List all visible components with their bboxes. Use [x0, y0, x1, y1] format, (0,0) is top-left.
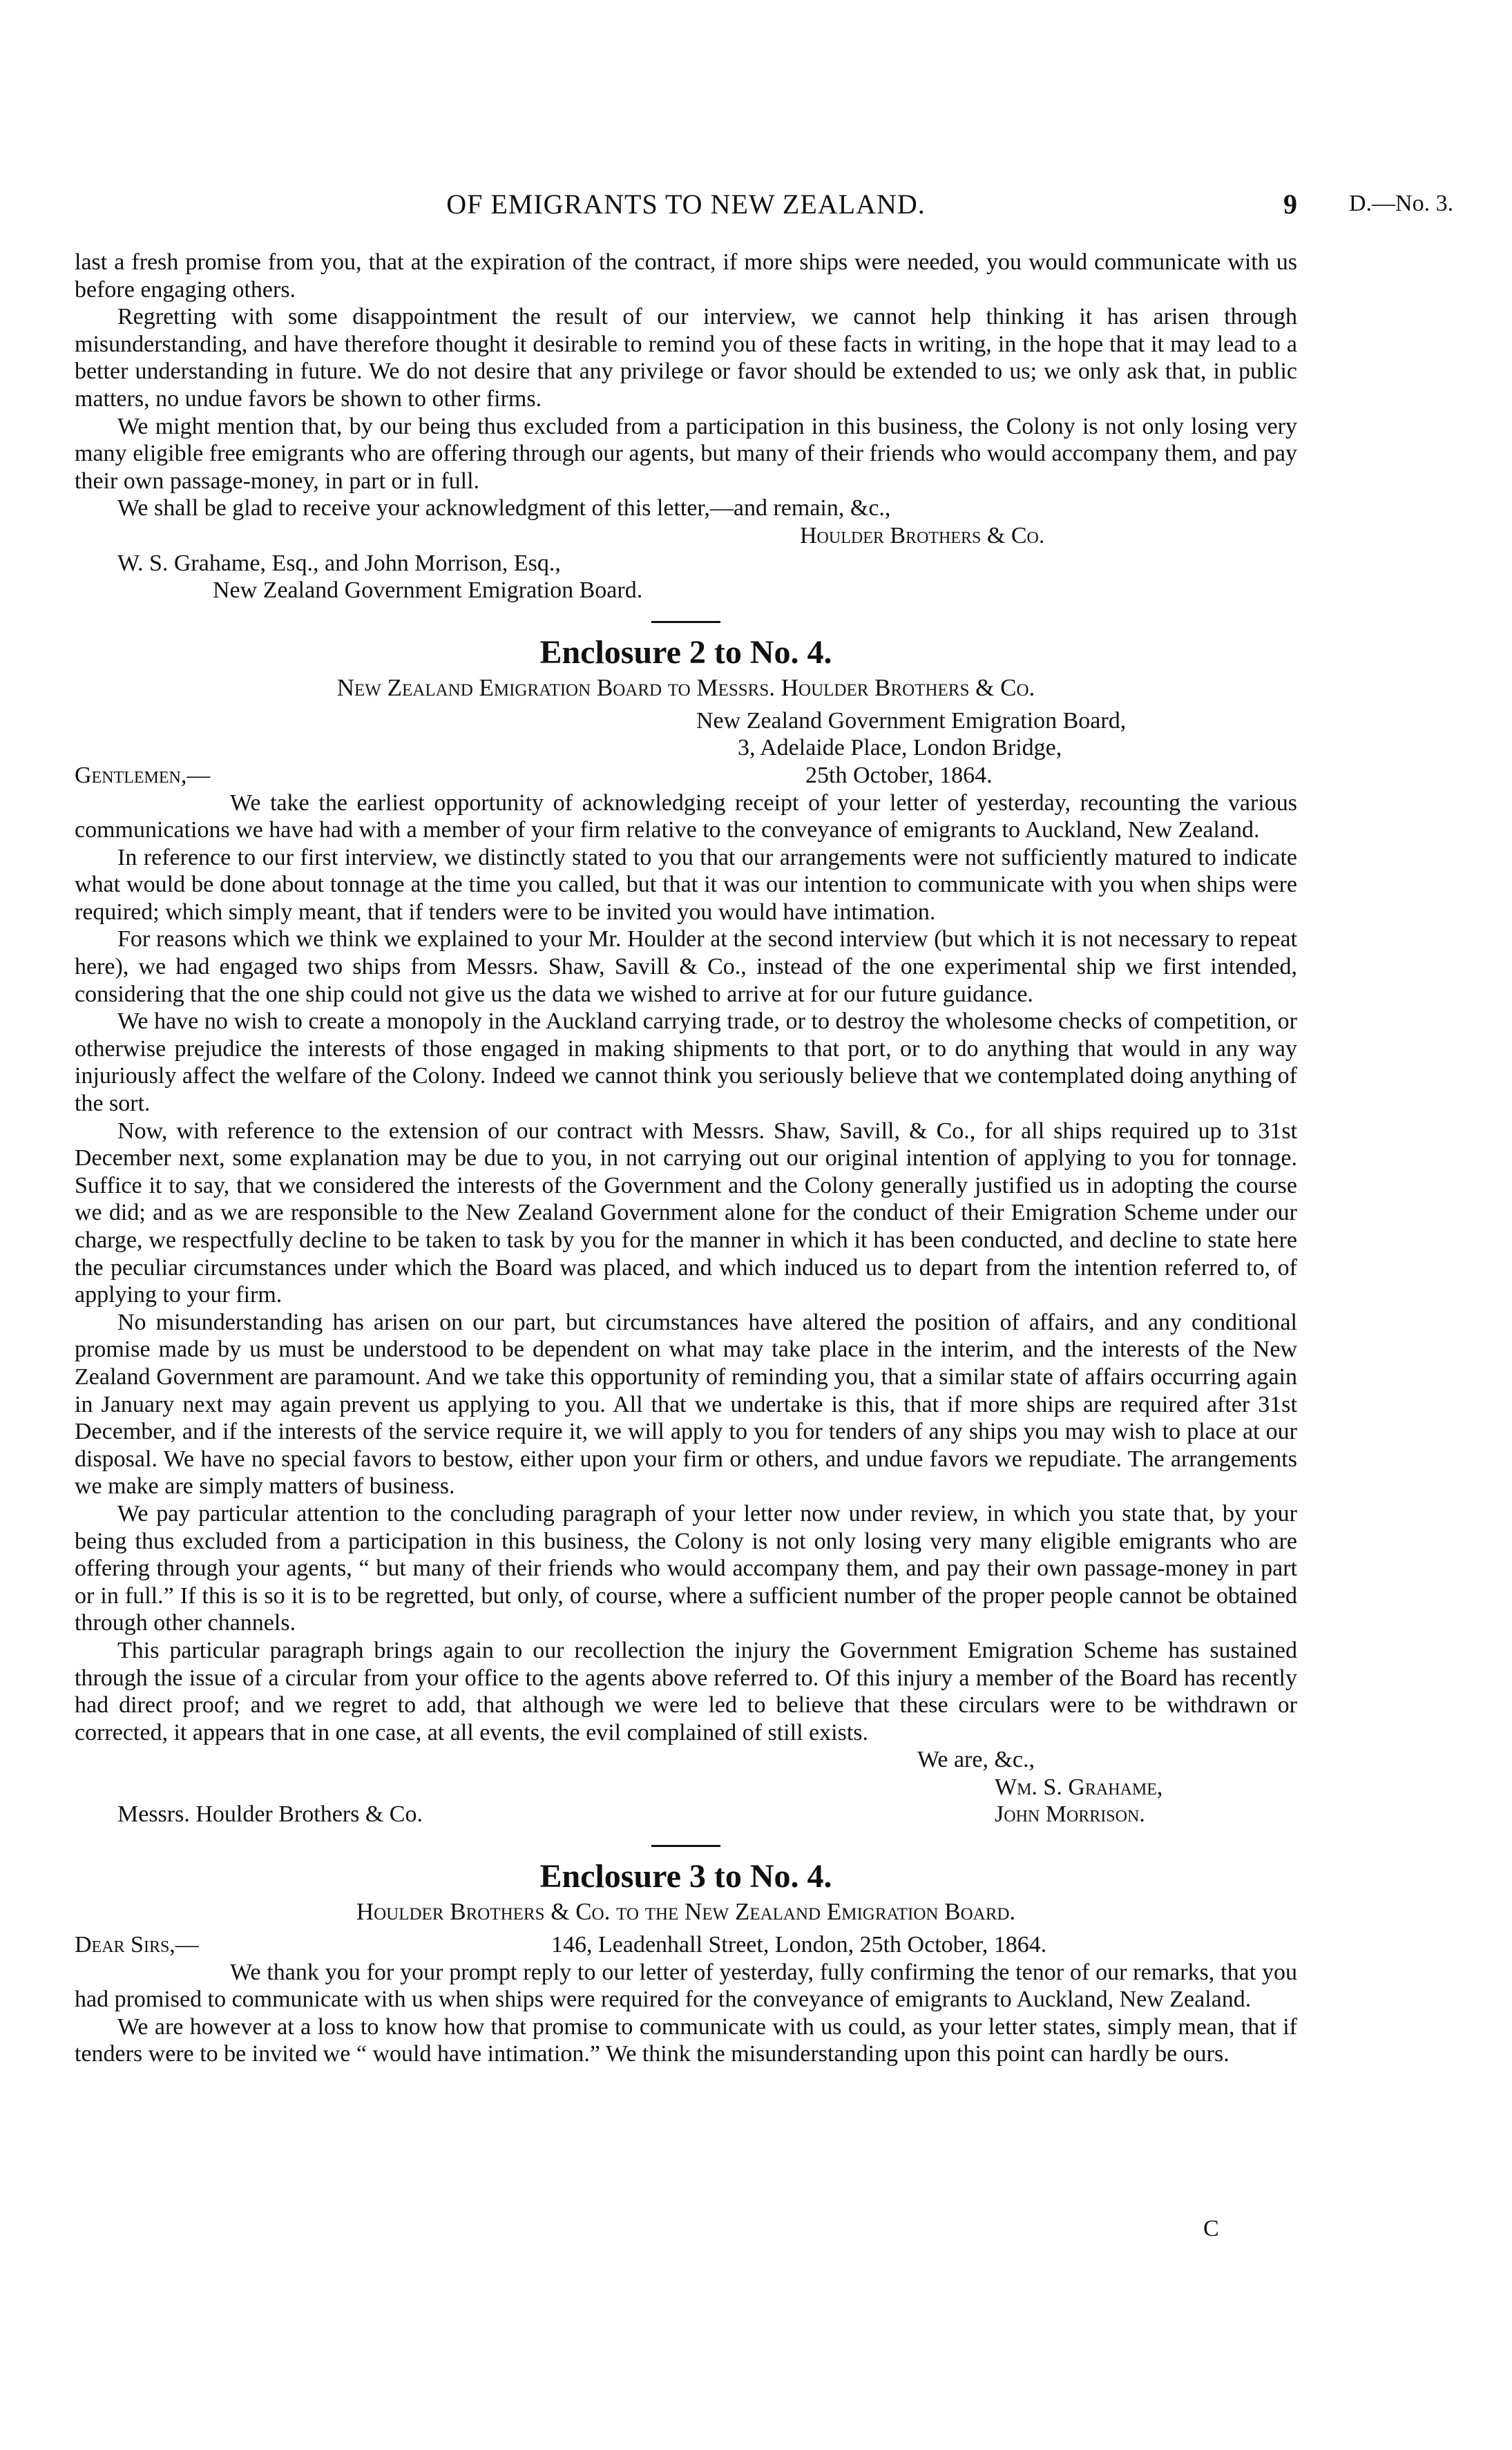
enclosure-subtitle: New Zealand Emigration Board to Messrs. Houlder Brothers & Co.	[336, 673, 1035, 701]
letter-date: 25th October, 1864.	[805, 762, 993, 788]
document-body	[75, 249, 1297, 2068]
salutation-row	[75, 1931, 1297, 1959]
sender-address: 3, Adelaide Place, London Bridge,	[738, 735, 1062, 761]
salutation: Gentlemen,—	[75, 762, 211, 788]
enclosure2-paragraph: This particular paragraph brings again to our recollection the injury the Government Emigration Scheme has sustained through the issue of a circular from your office to the agents above referred to. Of this injury a member of the Board has recently had direct proof; and we regret to add, that although we were led to believe that these circulars were to be withdrawn or corrected, it appears that in one case, at all events, the evil complained of still exists.	[75, 1637, 1297, 1745]
signer: Wm. S. Grahame,	[995, 1774, 1163, 1800]
letter1-paragraph: Regretting with some disappointment the result of our interview, we cannot help thinking it has arisen through misunderstanding, and have therefore thought it desirable to remind you of these facts in writing, in the hope that it may lead to a better understanding in future. We do not desire that any privilege or favor should be extended to us; we only ask that, in public matters, no undue favors be shown to other firms.	[75, 304, 1297, 412]
letter1-addressee: W. S. Grahame, Esq., and John Morrison, Esq.,	[117, 550, 561, 576]
enclosure2-addressee: Messrs. Houlder Brothers & Co.	[117, 1801, 423, 1828]
closing-row	[75, 1746, 1297, 1774]
enclosure2-paragraph: We take the earliest opportunity of acknowledging receipt of your letter of yesterday, recounting the various communications we have had with a member of your firm relative to the conveyance of emigrants to Auckland, New Zealand.	[75, 789, 1297, 843]
letter1-addressee: New Zealand Government Emigration Board.	[213, 577, 643, 604]
section-divider	[651, 621, 720, 623]
enclosure-title: Enclosure 2 to No. 4.	[539, 633, 832, 671]
letter1-paragraph: We shall be glad to receive your acknowledgment of this letter,—and remain, &c.,	[117, 495, 891, 521]
enclosure-subtitle: Houlder Brothers & Co. to the New Zealand Emigration Board.	[356, 1898, 1016, 1926]
enclosure-title: Enclosure 3 to No. 4.	[539, 1858, 832, 1895]
enclosure3-paragraph: We thank you for your prompt reply to our letter of yesterday, fully confirming the tenor of our remarks, that you had promised to communicate with us when ships were required for the conveyance of emigrants to Auckland, New Zealand.	[75, 1959, 1297, 2013]
enclosure2-paragraph: We have no wish to create a monopoly in the Auckland carrying trade, or to destroy the wholesome checks of competition, or otherwise prejudice the interests of those engaged in making shipments to that port, or to do anything that would in any way injuriously affect the welfare of the Colony. Indeed we cannot think you seriously believe that we contemplated doing anything of the sort.	[75, 1008, 1297, 1117]
enclosure3-paragraph: We are however at a loss to know how that promise to communicate with us could, as your letter states, simply mean, that if tenders were to be invited we “ would have intimation.” We think the misunderstanding upon this point can hardly be ours.	[75, 2013, 1297, 2067]
enclosure2-paragraph: Now, with reference to the extension of our contract with Messrs. Shaw, Savill, & Co., for all ships required up to 31st December next, some explanation may be due to you, in not carrying out our original intention of applying to you for tonnage. Suffice it to say, that we considered the interests of the Government and the Colony generally justified us in adopting the course we did; and as we are responsible to the New Zealand Government alone for the conduct of their Emigration Scheme under our charge, we respectfully decline to be taken to task by you for the manner in which it has been conducted, and decline to state here the peculiar circumstances under which the Board was placed, and which induced us to depart from the intention referred to, of applying to your firm.	[75, 1118, 1297, 1308]
letter1-paragraph: We might mention that, by our being thus excluded from a participation in this business, the Colony is not only losing very many eligible free emigrants who are offering through our agents, but many of their friends who would accompany them, and pay their own passage-money, in part or in full.	[75, 413, 1297, 494]
running-title: OF EMIGRANTS TO NEW ZEALAND.	[446, 189, 926, 220]
closing: We are, &c.,	[917, 1747, 1035, 1773]
letter-address-date: 146, Leadenhall Street, London, 25th October, 1864.	[551, 1932, 1047, 1958]
page-header	[75, 186, 1454, 221]
enclosure2-paragraph: In reference to our first interview, we distinctly stated to you that our arrangements were not sufficiently matured to indicate what would be done about tonnage at the time you called, but that it was our intention to communicate with you when ships were required; which simply meant, that if tenders were to be invited you would have intimation.	[75, 844, 1297, 925]
enclosure2-paragraph: For reasons which we think we explained to your Mr. Houlder at the second interview (but which it is not necessary to repeat here), we had engaged two ships from Messrs. Shaw, Savill & Co., instead of the one experimental ship we first intended, considering that the one ship could not give us the data we wished to arrive at for our future guidance.	[75, 926, 1297, 1007]
salutation-row	[75, 762, 1297, 789]
letter1-paragraph: last a fresh promise from you, that at the expiration of the contract, if more ships were needed, you would communicate with us before engaging others.	[75, 249, 1297, 303]
signature-mark: C	[1203, 2216, 1219, 2241]
signer-row	[75, 1774, 1297, 1801]
signer: John Morrison.	[995, 1801, 1145, 1828]
page-number: 9	[1283, 189, 1297, 220]
document-reference: D.—No. 3.	[1349, 191, 1454, 216]
signer-row	[75, 1801, 1297, 1828]
enclosure2-paragraph: No misunderstanding has arisen on our part, but circumstances have altered the position of affairs, and any conditional promise made by us must be understood to be dependent on what may take place in the interim, and the interests of the New Zealand Government are paramount. And we take this opportunity of reminding you, that a similar state of affairs occurring again in January next may again prevent us applying to you. All that we undertake is this, that if more ships are required after 31st December, and if the interests of the service require it, we will apply to you for tenders of any ships you may wish to place at our disposal. We have no special favors to bestow, either upon your firm or others, and undue favors we repudiate. The arrangements we make are simply matters of business.	[75, 1309, 1297, 1500]
section-divider	[651, 1845, 720, 1847]
salutation: Dear Sirs,—	[75, 1932, 199, 1958]
sender-address: New Zealand Government Emigration Board,	[696, 707, 1127, 734]
enclosure2-paragraph: We pay particular attention to the concluding paragraph of your letter now under review, in which you state that, by your being thus excluded from a participation in this business, the Colony is not only losing very many eligible emigrants who are offering through your agents, “ but many of their friends who would accompany them, and pay their own passage-money in part or in full.” If this is so it is to be regretted, but only, of course, where a sufficient number of the proper people cannot be obtained through other channels.	[75, 1500, 1297, 1636]
letter1-signature: Houlder Brothers & Co.	[800, 522, 1045, 548]
